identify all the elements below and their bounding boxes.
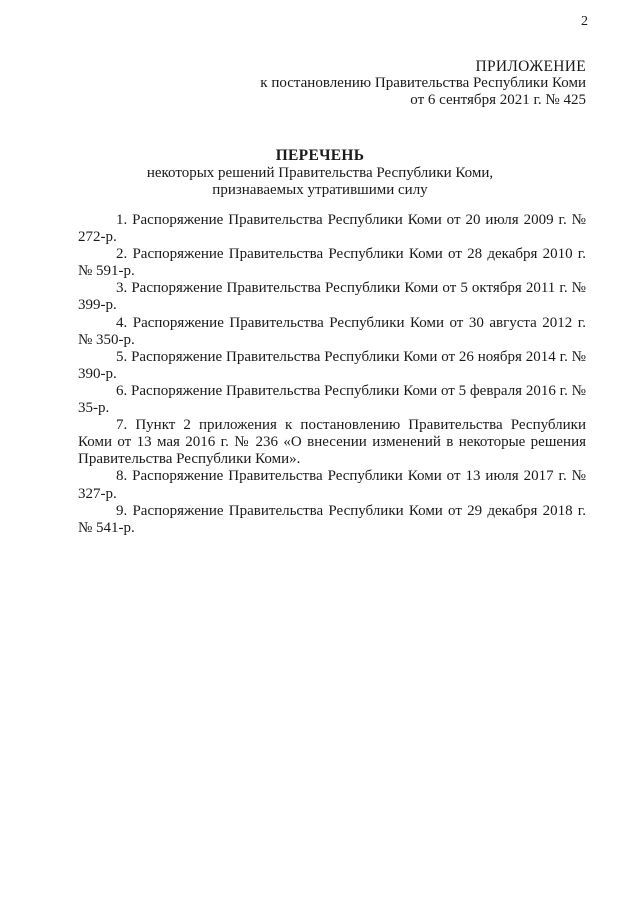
document-title: ПЕРЕЧЕНЬ (275, 147, 365, 164)
list-item: 8. Распоряжение Правительства Республики Коми от 13 июля 2017 г. № 327-р. (78, 468, 586, 502)
appendix-reference: к постановлению Правительства Республики Коми (260, 75, 586, 91)
decisions-list (78, 212, 586, 537)
list-item: 1. Распоряжение Правительства Республики Коми от 20 июля 2009 г. № 272-р. (78, 212, 586, 246)
page-number: 2 (581, 14, 588, 29)
list-item: 7. Пункт 2 приложения к постановлению Правительства Республики Коми от 13 мая 2016 г. № 236 «О внесении изменений в некоторые решения Правительства Республики Коми». (78, 417, 586, 468)
list-item: 3. Распоряжение Правительства Республики Коми от 5 октября 2011 г. № 399-р. (78, 280, 586, 314)
list-item: 9. Распоряжение Правительства Республики Коми от 29 декабря 2018 г. № 541-р. (78, 502, 586, 536)
list-item: 6. Распоряжение Правительства Республики Коми от 5 февраля 2016 г. № 35-р. (78, 382, 586, 417)
appendix-heading: ПРИЛОЖЕНИЕ (475, 58, 586, 75)
appendix-date: от 6 сентября 2021 г. № 425 (410, 92, 586, 108)
list-item: 5. Распоряжение Правительства Республики Коми от 26 ноября 2014 г. № 390-р. (78, 348, 586, 382)
document-subtitle-line-1: некоторых решений Правительства Республики Коми, (146, 165, 494, 181)
document-title-block (0, 147, 640, 199)
list-item: 4. Распоряжение Правительства Республики Коми от 30 августа 2012 г. № 350-р. (78, 314, 586, 348)
list-item: 2. Распоряжение Правительства Республики Коми от 28 декабря 2010 г. № 591-р. (78, 246, 586, 280)
document-subtitle-line-2: признаваемых утратившими силу (212, 182, 428, 198)
appendix-header (186, 58, 586, 109)
